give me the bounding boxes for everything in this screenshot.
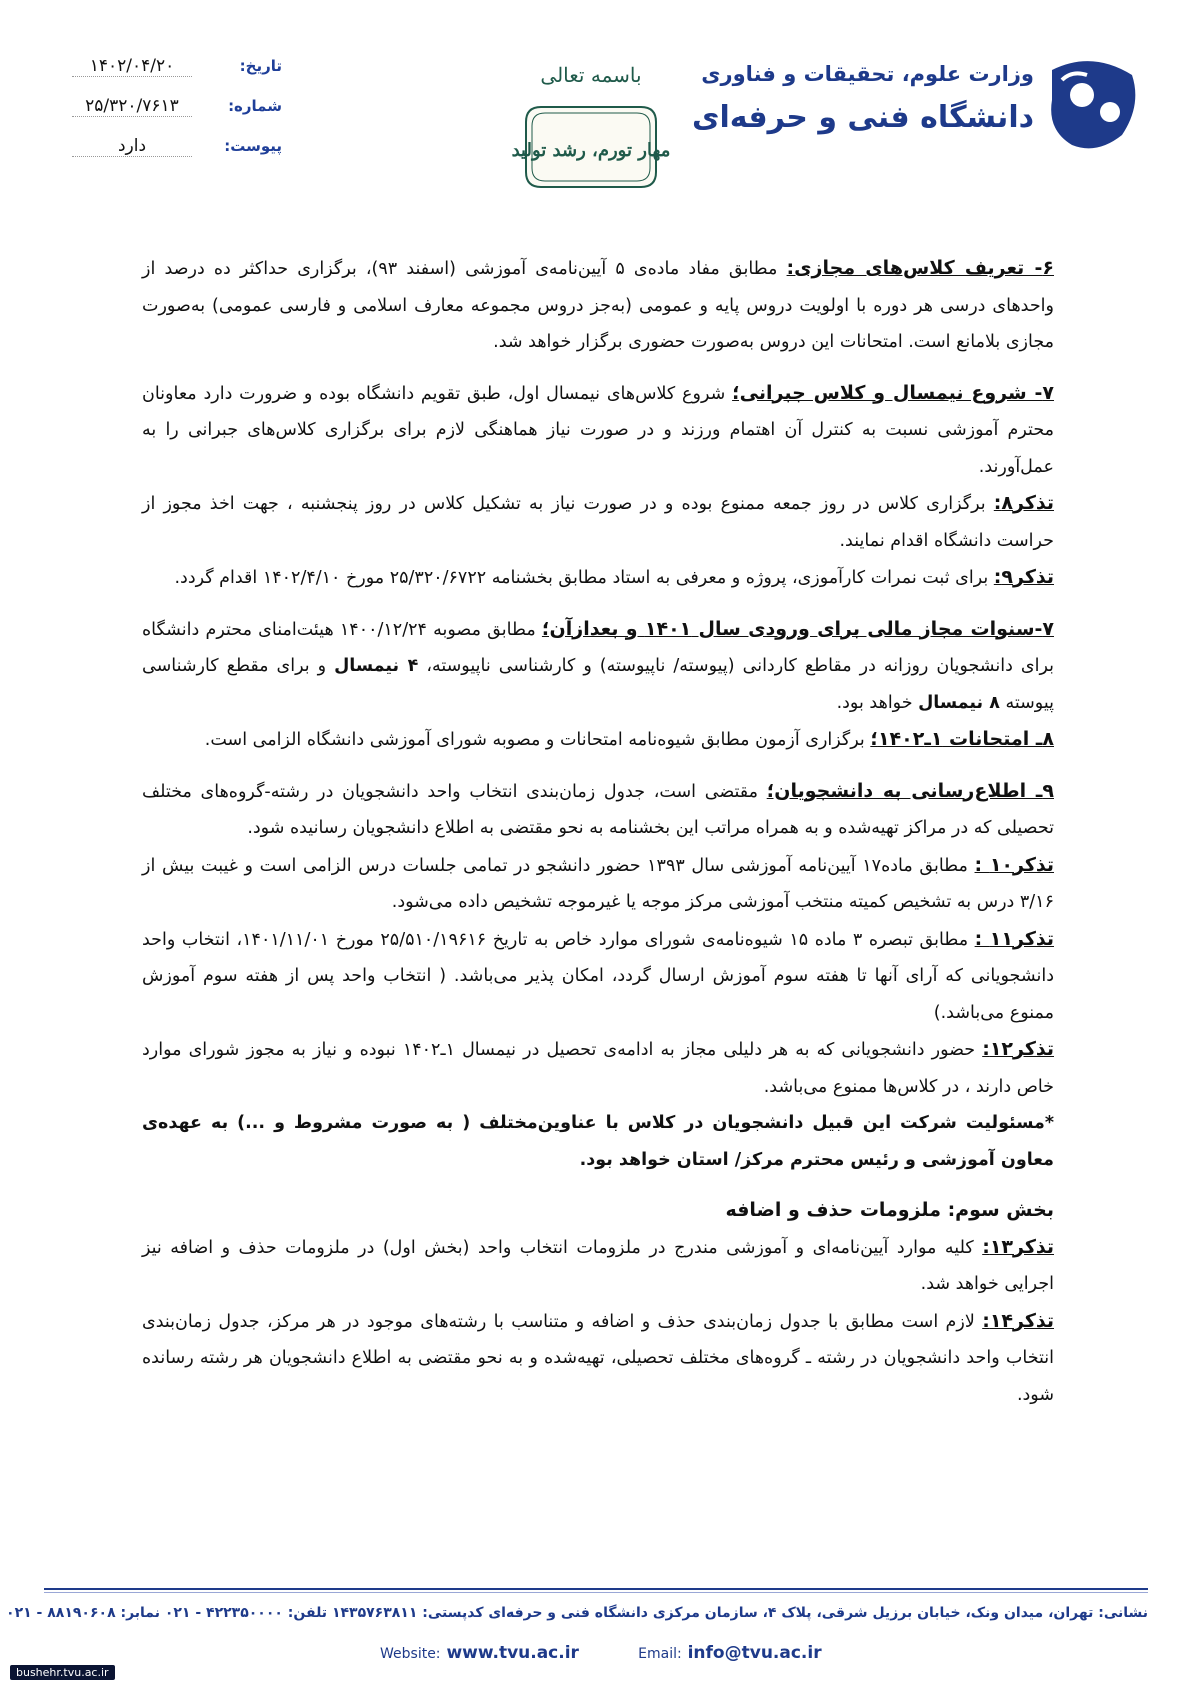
meta-attachment-value: دارد <box>72 136 192 157</box>
website-label: Website: <box>380 1646 441 1662</box>
item-7 <box>142 375 1054 486</box>
note-11 <box>142 921 1054 1032</box>
university-logo <box>691 50 1142 160</box>
email-link[interactable]: info@tvu.ac.ir <box>687 1643 822 1663</box>
item-9-text: مقتضی است، جدول زمان‌بندی انتخاب واحد دانشجویان در رشته-گروه‌های مختلف تحصیلی که در مراکز تهیه‌شده و به همراه مراتب این بخشنامه به نحو مقتضی به اطلاع دانشجویان رسانیده شود. <box>142 781 1054 838</box>
note-10-heading: تذکر۱۰ : <box>974 853 1054 876</box>
footer-divider-thin <box>44 1592 1148 1593</box>
email-label: Email: <box>638 1646 682 1662</box>
meta-date-value: ۱۴۰۲/۰۴/۲۰ <box>72 56 192 77</box>
note-9-heading: تذکر۹: <box>993 566 1054 588</box>
item-9 <box>142 773 1054 847</box>
website-link[interactable]: www.tvu.ac.ir <box>446 1643 579 1663</box>
meta-date <box>72 46 282 86</box>
note-12 <box>142 1031 1054 1105</box>
meta-attachment-label: پیوست: <box>224 137 282 155</box>
note-10 <box>142 847 1054 921</box>
note-13-text: کلیه موارد آیین‌نامه‌ای و آموزشی مندرج در ملزومات انتخاب واحد (بخش اول) در ملزومات حذف و اضافه نیز اجرایی خواهد شد. <box>142 1237 1054 1294</box>
note-14-text: لازم است مطابق با جدول زمان‌بندی حذف و اضافه و متناسب با رشته‌های موجود در هر مرکز، جدول زمان‌بندی انتخاب واحد دانشجویان در رشته ـ گروه‌های مختلف تحصیلی، تهیه‌شده و به نحو مقتضی به اطلاع دانشجویان هر رشته رسانده شود. <box>142 1311 1054 1405</box>
item-6 <box>142 250 1054 361</box>
footer-divider <box>44 1588 1148 1590</box>
item-8-text: برگزاری آزمون مطابق شیوه‌نامه امتحانات و مصوبه شورای آموزشی دانشگاه الزامی است. <box>204 730 871 750</box>
item-9-heading: ۹ـ اطلاع‌رسانی به دانشجویان؛ <box>766 779 1054 802</box>
note-11-text: مطابق تبصره ۳ ماده ۱۵ شیوه‌نامه‌ی شورای موارد خاص به تاریخ ۲۵/۵۱۰/۱۹۶۱۶ مورخ ۱۴۰۱/۱۱/۰۱، انتخاب واحد دانشجویانی که آرای آنها تا هفته سوم آموزش ارسال گردد، امکان پذیر می‌باشد. ( انتخاب واحد پس از هفته سوم آموزش ممنوع می‌باشد.) <box>142 929 1054 1023</box>
note-14 <box>142 1303 1054 1414</box>
responsibility-note: *مسئولیت شرکت این قبیل دانشجویان در کلاس با عناوین‌مختلف ( به صورت مشروط و ...) به عهده‌ی معاون آموزشی و رئیس محترم مرکز/ استان خواهد بود. <box>142 1113 1054 1170</box>
item-6-heading: ۶- تعریف کلاس‌های مجازی: <box>786 257 1054 279</box>
meta-date-label: تاریخ: <box>239 57 282 75</box>
footer-address: نشانی: تهران، میدان ونک، خیابان برزیل شرقی، پلاک ۴، سازمان مرکزی دانشگاه فنی و حرفه‌ای کدپستی: ۱۴۳۵۷۶۳۸۱۱ تلفن: ۴۲۲۳۵۰۰۰۰ - ۰۲۱ نمابر: ۸۸۱۹۰۶۰۸ - ۰۲۱ <box>6 1605 1148 1621</box>
note-9-text: برای ثبت نمرات کارآموزی، پروژه و معرفی به استاد مطابق بخشنامه ۲۵/۳۲۰/۶۷۲۲ مورخ ۱۴۰۲/۴/۱۰ اقدام گردد. <box>174 568 994 588</box>
slogan-emblem <box>506 52 676 212</box>
item-6-text: مطابق مفاد ماده‌ی ۵ آیین‌نامه‌ی آموزشی (اسفند ۹۳)، برگزاری حداکثر ده درصد از واحدهای درسی هر دوره با اولویت دروس پایه و عمومی (به‌جز دروس مجموعه معارف اسلامی و فارسی عمومی) به‌صورت مجازی بلامانع است. امتحانات این دروس به‌صورت حضوری برگزار خواهد شد. <box>142 259 1054 352</box>
meta-attachment <box>72 126 282 166</box>
item-8-heading: ۸ـ امتحانات ۱ـ۱۴۰۲؛ <box>870 728 1054 750</box>
item-7b-bold-1: ۴ نیمسال <box>334 656 419 676</box>
meta-number <box>72 86 282 126</box>
source-watermark: bushehr.tvu.ac.ir <box>10 1665 115 1680</box>
section-3-title: بخش سوم: ملزومات حذف و اضافه <box>725 1199 1054 1221</box>
university-name: دانشگاه فنی و حرفه‌ای <box>691 100 1034 135</box>
meta-number-label: شماره: <box>228 97 282 115</box>
item-7-text: شروع کلاس‌های نیمسال اول، طبق تقویم دانشگاه بوده و ضرورت دارد معاونان محترم آموزشی نسبت به کنترل آن اهتمام ورزند و در صورت نیاز هماهنگی لازم برای برگزاری کلاس‌های جبرانی را به عمل‌آورند. <box>142 383 1054 477</box>
item-8 <box>142 721 1054 759</box>
note-8 <box>142 485 1054 559</box>
letter-meta <box>72 46 282 166</box>
item-7b-heading: ۷-سنوات مجاز مالی برای ورودی سال ۱۴۰۱ و بعدازآن؛ <box>541 617 1054 640</box>
note-12-heading: تذکر۱۲: <box>982 1038 1054 1060</box>
note-8-heading: تذکر۸: <box>993 492 1054 514</box>
note-13-heading: تذکر۱۳: <box>982 1235 1054 1258</box>
item-7b-text-1: مطابق مصوبه ۱۴۰۰/۱۲/۲۴ هیئت‌امنای محترم دانشگاه برای دانشجویان روزانه در مقاطع کاردانی (پیوسته/ ناپیوسته) و کارشناسی ناپیوسته، <box>142 619 1054 676</box>
note-8-text: برگزاری کلاس در روز جمعه ممنوع بوده و در صورت نیاز به تشکیل کلاس در روز پنجشنبه ، جهت اخذ مجوز از حراست دانشگاه اقدام نمایند. <box>142 494 1054 551</box>
meta-number-value: ۲۵/۳۲۰/۷۶۱۳ <box>72 96 192 117</box>
note-12-text: حضور دانشجویانی که به هر دلیلی مجاز به ادامه‌ی تحصیل در نیمسال ۱ـ۱۴۰۲ نبوده و نیاز به مجوز شورای موارد خاص دارند ، در کلاس‌ها ممنوع می‌باشد. <box>142 1040 1054 1097</box>
item-7b-text-2: و برای مقطع کارشناسی پیوسته <box>142 656 1054 713</box>
emblem-slogan-text: مهار تورم، رشد تولید <box>511 140 671 161</box>
item-7b <box>142 611 1054 722</box>
emblem-top-text: باسمه تعالی <box>540 63 642 87</box>
ministry-name: وزارت علوم، تحقیقات و فناوری <box>701 62 1034 86</box>
item-7-heading: ۷- شروع نیمسال و کلاس جبرانی؛ <box>732 381 1054 404</box>
item-7b-text-3: خواهد بود. <box>836 692 919 713</box>
footer-contact <box>380 1643 822 1663</box>
note-11-heading: تذکر۱۱ : <box>974 927 1054 950</box>
note-9 <box>142 559 1054 597</box>
note-10-text: مطابق ماده۱۷ آیین‌نامه آموزشی سال ۱۳۹۳ حضور دانشجو در تمامی جلسات درس الزامی است و غیبت بیش از ۳/۱۶ درس به تشخیص کمیته منتخب آموزشی مرکز موجه یا غیرموجه تشخیص داده می‌شود. <box>142 855 1054 912</box>
letter-body <box>142 250 1054 1413</box>
item-7b-bold-2: ۸ نیمسال <box>918 692 1000 713</box>
tvu-emblem-icon <box>1042 50 1142 160</box>
note-13 <box>142 1229 1054 1303</box>
note-14-heading: تذکر۱۴: <box>982 1309 1054 1332</box>
